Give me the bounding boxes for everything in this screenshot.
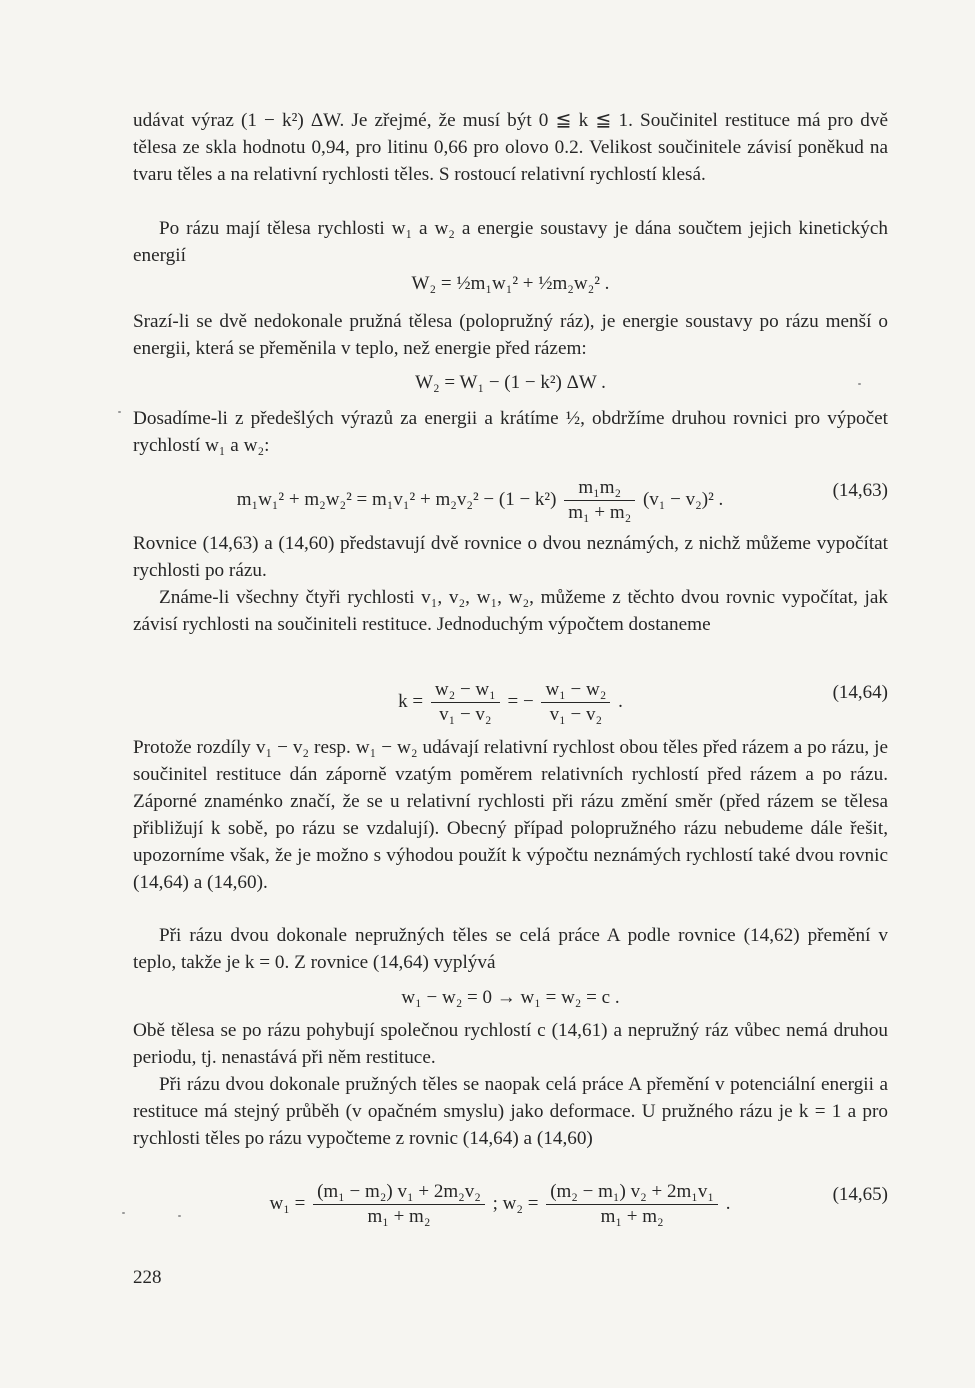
eq63-right: (v₁ − v₂)² . [642, 488, 724, 510]
equation-label-14-65: (14,65) [832, 1184, 888, 1205]
print-speck [858, 383, 861, 385]
eq65-fraction-1 [313, 1180, 485, 1229]
equation-kinetic-energy: W₂ = ½m₁w₁² + ½m₂w₂² . [411, 273, 610, 294]
eq64-k: k = [398, 690, 424, 712]
eq64-mid: = − [507, 690, 534, 712]
eq65-denominator-1: m₁ + m₂ [367, 1206, 431, 1227]
eq64-end: . [618, 690, 623, 712]
equation-energy-loss: W₂ = W₁ − (1 − k²) ΔW . [415, 372, 606, 393]
equation-label-14-64: (14,64) [832, 682, 888, 703]
eq65-denominator-2: m₁ + m₂ [600, 1206, 664, 1227]
print-speck [178, 1215, 181, 1217]
equation-14-64 [133, 678, 888, 725]
eq65-separator: ; w₂ = [492, 1192, 539, 1214]
paragraph-inelastic-impact: Při rázu dvou dokonale nepružných těles se celá práce A podle rovnice (14,62) přemění v teplo, takže je k = 0. Z rovnice (14,64) vyplývá [133, 925, 888, 973]
eq65-numerator-2: (m₂ − m₁) v₂ + 2m₁v₁ [546, 1180, 718, 1205]
paragraph-relative-velocity: Protože rozdíly v₁ − v₂ resp. w₁ − w₂ udávají relativní rychlost obou těles před rázem a po rázu, je součinitel restituce dán záporně vzatým poměrem relativních rychlostí před rázem a po rázu. Záporné znaménko značí, že se u relativní rychlosti při rázu změní směr (před rázem se tělesa přibližují k sobě, po rázu se vzdalují). Obecný případ polopružného rázu nebudeme dále řešit, upozorníme však, že je možno s výhodou použít k výpočtu neznámých rychlostí také dvou rovnic (14,64) a (14,60). [133, 737, 888, 893]
paragraph-elastic-impact: Při rázu dvou dokonale pružných těles se naopak celá práce A přemění v potenciální energii a restituce má stejný průběh (v opačném smyslu) jako deformace. U pružného rázu je k = 1 a pro rychlosti těles po rázu vypočteme z rovnic (14,64) a (14,60) [133, 1074, 888, 1149]
eq64-numerator-2: w₁ − w₂ [541, 678, 610, 703]
equation-label-14-63: (14,63) [832, 480, 888, 501]
eq65-end: . [725, 1192, 731, 1214]
eq64-fraction-2 [541, 678, 610, 727]
eq64-denominator-1: v₁ − v₂ [439, 704, 492, 725]
paragraph-common-velocity: Obě tělesa se po rázu pohybují společnou rychlostí c (14,61) a nepružný ráz vůbec nemá druhou periodu, tj. nenastává při něm restituce. [133, 1020, 888, 1068]
eq63-denominator: m₁ + m₂ [568, 502, 632, 523]
equation-14-63 [150, 476, 810, 523]
page-number: 228 [133, 1267, 162, 1288]
eq64-denominator-2: v₁ − v₂ [549, 704, 603, 725]
paragraph-substitution: Dosadíme-li z předešlých výrazů za energii a krátíme ½, obdržíme druhou rovnici pro výpočet rychlostí w₁ a w₂: [133, 408, 888, 456]
paragraph-four-velocities: Známe-li všechny čtyři rychlosti v₁, v₂, w₁, w₂, můžeme z těchto dvou rovnic vypočítat, jak závisí rychlosti na součiniteli restituce. Jednoduchým výpočtem dostaneme [133, 587, 888, 635]
eq63-fraction [564, 476, 635, 525]
eq65-numerator-1: (m₁ − m₂) v₁ + 2m₂v₂ [313, 1180, 485, 1205]
eq65-w1: w₁ = [269, 1192, 306, 1214]
print-speck [118, 411, 121, 413]
paragraph-two-equations: Rovnice (14,63) a (14,60) představují dvě rovnice o dvou neznámých, z nichž můžeme vypočítat rychlosti po rázu. [133, 533, 888, 581]
eq63-left: m₁w₁² + m₂w₂² = m₁v₁² + m₂v₂² − (1 − k²) [236, 488, 557, 510]
paragraph-restitution-range: udávat výraz (1 − k²) ΔW. Je zřejmé, že musí být 0 ≦ k ≦ 1. Součinitel restituce má pro dvě tělesa ze skla hodnotu 0,94, pro litinu 0,66 pro olovo 0.2. Velikost součinitele závisí poněkud na tvaru těles a na relativní rychlosti těles. S rostoucí relativní rychlostí klesá. [133, 110, 888, 185]
paragraph-after-impact-velocities: Po rázu mají tělesa rychlosti w₁ a w₂ a energie soustavy je dána součtem jejich kinetických energií [133, 218, 888, 266]
equation-inelastic-velocity: w₁ − w₂ = 0 → w₁ = w₂ = c . [401, 987, 620, 1008]
paragraph-semi-elastic: Srazí-li se dvě nedokonale pružná tělesa (polopružný ráz), je energie soustavy po rázu menší o energii, která se přeměnila v teplo, než energie před rázem: [133, 311, 888, 359]
eq64-fraction-1 [431, 678, 500, 727]
eq63-numerator: m₁m₂ [564, 476, 635, 501]
equation-14-65 [200, 1180, 800, 1227]
eq65-fraction-2 [546, 1180, 718, 1229]
print-speck [122, 1212, 125, 1214]
eq64-numerator-1: w₂ − w₁ [431, 678, 500, 703]
